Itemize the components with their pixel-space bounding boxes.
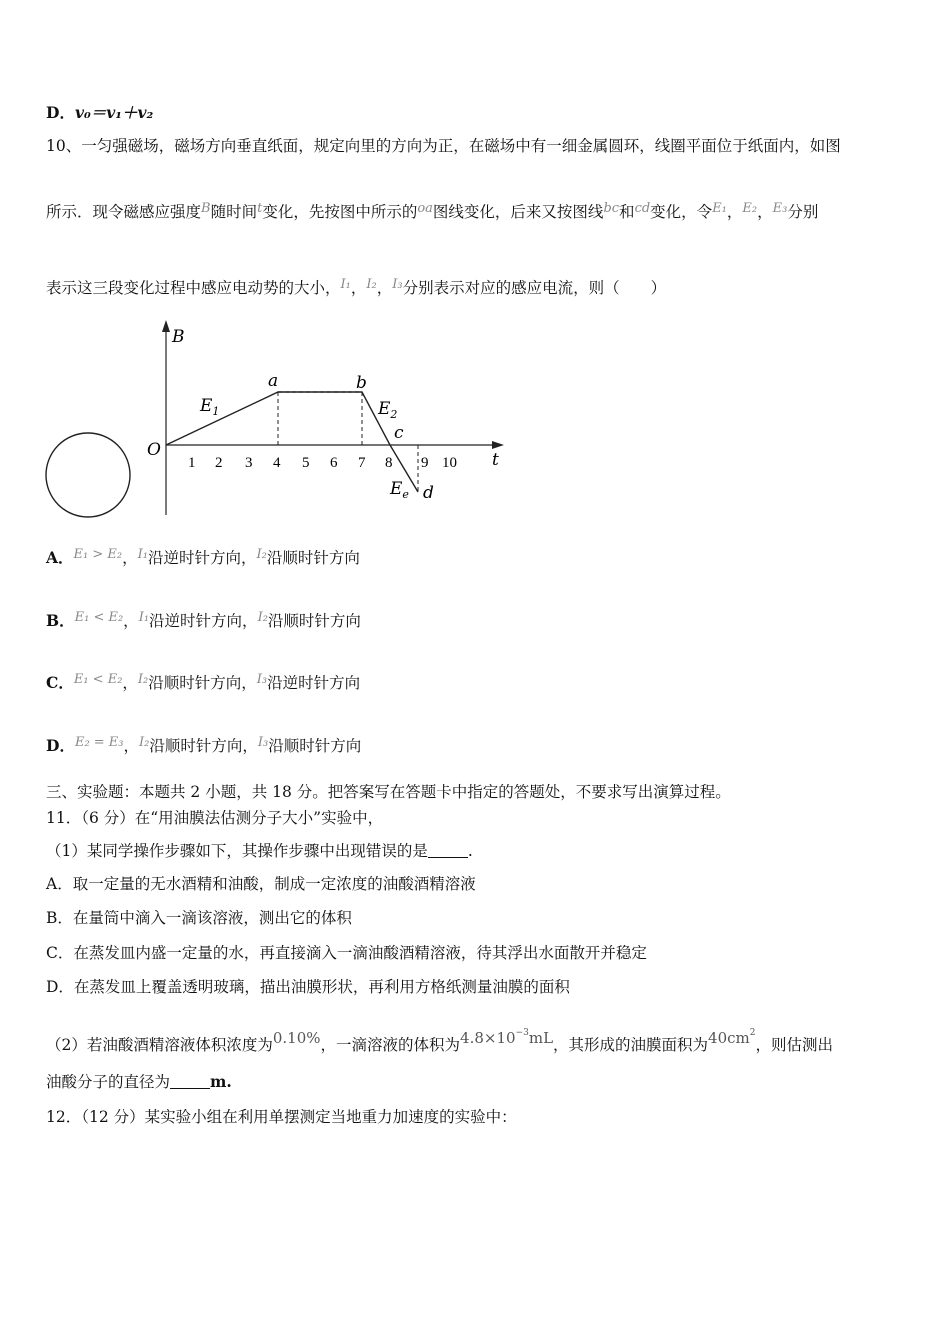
q10-line2 — [46, 198, 818, 223]
math-oa: oa — [417, 201, 433, 216]
sep: ， — [122, 674, 138, 692]
axis-label-y: B — [172, 327, 185, 347]
axis-label-x: t — [492, 450, 499, 470]
q10-text: 分别 — [787, 203, 819, 221]
x-axis-arrow-icon — [492, 441, 504, 449]
math-area-exp: 2 — [749, 1028, 756, 1038]
option-text: 沿逆时针方向， — [147, 549, 257, 567]
q10-text: 表示这三段变化过程中感应电动势的大小， — [46, 279, 341, 297]
q11-step-d: D．在蒸发皿上覆盖透明玻璃，描出油膜形状，再利用方格纸测量油膜的面积 — [46, 978, 570, 996]
option-math: E₁ < E₂ — [73, 672, 123, 687]
option-label: B． — [46, 611, 75, 630]
y-axis-arrow-icon — [162, 320, 170, 332]
option-math: E₂ = E₃ — [74, 735, 124, 750]
q11-text: ，则估测出 — [755, 1036, 834, 1054]
point-c: c — [394, 423, 404, 443]
option-label: D． — [46, 736, 75, 755]
option-math: I₃ — [256, 672, 268, 687]
sep: ， — [123, 612, 139, 630]
option-b[interactable] — [46, 607, 361, 632]
tick-label: 7 — [358, 455, 366, 471]
q11-part2-cont — [46, 1071, 232, 1093]
tick-label: 5 — [302, 455, 310, 471]
q11-text: ，一滴溶液的体积为 — [320, 1036, 461, 1054]
q10-text: 图线变化，后来又按图线 — [432, 203, 604, 221]
e2-label: $E_2$ — [378, 399, 398, 421]
sep: ， — [122, 549, 138, 567]
math-volume-exp: −3 — [515, 1028, 529, 1038]
option-text: 沿顺时针方向， — [148, 674, 257, 692]
sep: ， — [726, 203, 743, 221]
math-E3: E₃ — [772, 201, 788, 216]
point-b: b — [356, 373, 367, 393]
option-text: 沿顺时针方向 — [266, 549, 360, 567]
section-3-heading: 三、实验题：本题共 2 小题，共 18 分。把答案写在答题卡中指定的答题处，不要求写出演算过程。 — [46, 783, 731, 801]
math-cd: cd — [634, 201, 651, 216]
sep: ， — [123, 737, 140, 755]
math-concentration: 0.10% — [272, 1029, 321, 1047]
tick-label: 4 — [273, 455, 281, 471]
option-c[interactable] — [46, 669, 360, 694]
point-labels — [268, 371, 434, 503]
option-math: I₂ — [137, 672, 149, 687]
q10-text: 随时间 — [210, 203, 258, 221]
q10-text: 所示．现令磁感应强度 — [46, 203, 202, 221]
sep: ， — [757, 203, 773, 221]
tick-label: 1 — [188, 455, 196, 471]
e3-label: $E_e$ — [390, 479, 409, 501]
option-a[interactable] — [46, 544, 360, 569]
q10-line1: 10、一匀强磁场，磁场方向垂直纸面，规定向里的方向为正，在磁场中有一细金属圆环，线圈平面位于纸面内，如图 — [46, 137, 841, 155]
q9-option-d-math: v₀＝v₁＋v₂ — [74, 103, 154, 122]
option-math: E₁ < E₂ — [74, 610, 124, 625]
tick-labels — [188, 455, 457, 471]
math-I3: I₃ — [392, 277, 403, 292]
point-a: a — [268, 371, 279, 391]
option-math: I₂ — [256, 547, 267, 562]
option-label: A． — [46, 548, 74, 567]
sep: ， — [376, 279, 393, 297]
q11-text: （1）某同学操作步骤如下，其操作步骤中出现错误的是 — [46, 842, 428, 860]
b-t-figure — [40, 318, 520, 523]
tick-label: 10 — [442, 455, 457, 471]
math-B: B — [201, 201, 211, 216]
option-text: 沿逆时针方向 — [267, 674, 361, 692]
q10-line3 — [46, 274, 666, 299]
option-text: 沿逆时针方向， — [149, 612, 258, 630]
option-text: 沿顺时针方向， — [149, 737, 258, 755]
answer-blank[interactable] — [428, 843, 468, 858]
tick-label: 2 — [215, 455, 223, 471]
math-area — [708, 1029, 755, 1047]
math-bc: bc — [603, 201, 620, 216]
metal-ring-icon — [46, 433, 130, 517]
e1-label: $E_1$ — [200, 396, 220, 418]
option-text: 沿顺时针方向 — [267, 612, 361, 630]
math-area-base: 40cm — [708, 1029, 750, 1047]
option-d[interactable] — [46, 732, 361, 757]
sep: ， — [350, 279, 367, 297]
option-math: I₂ — [257, 610, 268, 625]
q11-text: ，其形成的油膜面积为 — [553, 1036, 709, 1054]
q10-text: 分别表示对应的感应电流，则（ ） — [402, 279, 667, 297]
q11-part1 — [46, 840, 473, 862]
math-volume-unit: mL — [528, 1029, 554, 1047]
math-t: t — [257, 201, 263, 216]
option-math: I₁ — [137, 547, 148, 562]
q9-option-d-label: D． — [46, 103, 75, 122]
tick-label: 3 — [245, 455, 253, 471]
q11-text: （2）若油酸酒精溶液体积浓度为 — [46, 1036, 273, 1054]
q12-title: 12．（12 分）某实验小组在利用单摆测定当地重力加速度的实验中： — [46, 1108, 517, 1126]
math-I2: I₂ — [366, 277, 377, 292]
math-I1: I₁ — [340, 277, 351, 292]
answer-blank[interactable] — [170, 1074, 210, 1089]
tick-label: 6 — [330, 455, 338, 471]
q11-unit: m. — [210, 1072, 232, 1091]
math-volume — [460, 1029, 553, 1047]
option-math: E₁ > E₂ — [73, 547, 123, 562]
tick-label: 8 — [385, 455, 393, 471]
q11-step-b: B．在量筒中滴入一滴该溶液，测出它的体积 — [46, 909, 352, 927]
option-math: I₃ — [257, 735, 269, 750]
q11-part2 — [46, 1022, 833, 1056]
q11-title: 11．（6 分）在“用油膜法估测分子大小”实验中， — [46, 809, 384, 827]
tick-label: 9 — [421, 455, 429, 471]
q10-text: 变化，先按图中所示的 — [262, 203, 418, 221]
math-E1: E₁ — [712, 201, 727, 216]
q11-text: . — [467, 842, 473, 860]
option-label: C． — [46, 673, 74, 692]
option-math: I₁ — [138, 610, 150, 625]
q11-step-a: A．取一定量的无水酒精和油酸，制成一定浓度的油酸酒精溶液 — [46, 875, 476, 893]
math-E2: E₂ — [742, 201, 758, 216]
q11-text: 油酸分子的直径为 — [46, 1073, 171, 1091]
option-text: 沿顺时针方向 — [268, 737, 362, 755]
point-d: d — [423, 483, 434, 503]
q9-option-d — [46, 102, 153, 124]
q10-text: 变化，令 — [650, 203, 713, 221]
option-math: I₂ — [139, 735, 150, 750]
math-volume-base: 4.8×10 — [460, 1029, 516, 1047]
origin-label: O — [147, 440, 161, 460]
q11-step-c: C．在蒸发皿内盛一定量的水，再直接滴入一滴油酸酒精溶液，待其浮出水面散开并稳定 — [46, 944, 647, 962]
q10-text: 和 — [619, 203, 635, 221]
